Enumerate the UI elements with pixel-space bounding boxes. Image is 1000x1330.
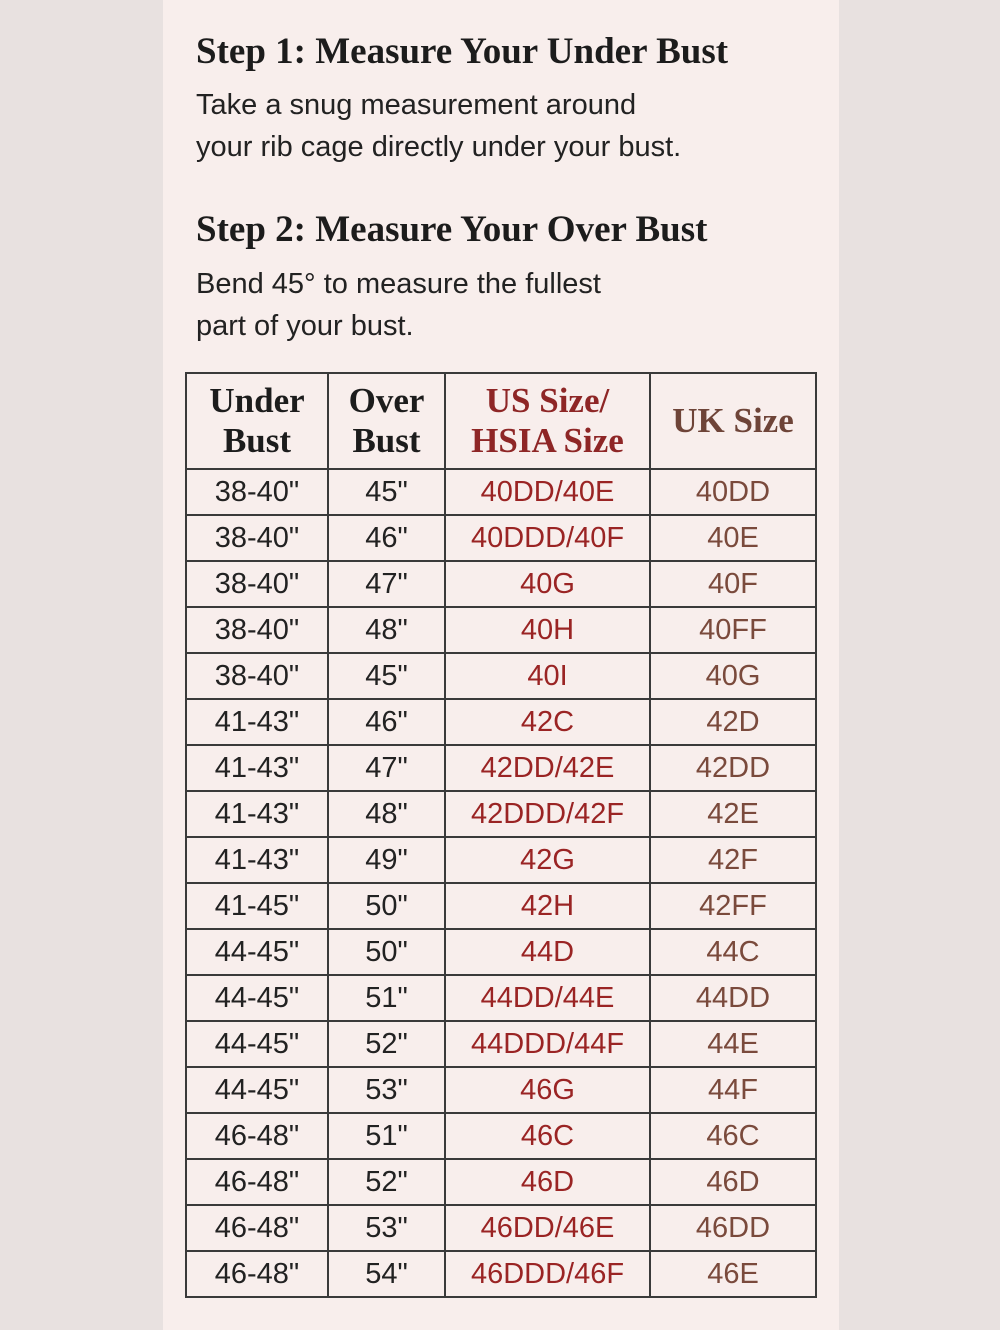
table-row	[186, 1205, 816, 1251]
header-us-line1: US Size/	[485, 381, 610, 420]
cell-over-bust: 47"	[328, 745, 445, 791]
table-row	[186, 837, 816, 883]
cell-over-bust: 53"	[328, 1205, 445, 1251]
cell-over-bust: 48"	[328, 607, 445, 653]
cell-uk-size: 40F	[650, 561, 816, 607]
cell-uk-size: 40G	[650, 653, 816, 699]
table-row	[186, 929, 816, 975]
table-row	[186, 607, 816, 653]
cell-over-bust: 52"	[328, 1159, 445, 1205]
table-row	[186, 1021, 816, 1067]
step1-title: Step 1: Measure Your Under Bust	[196, 31, 729, 72]
header-us-size	[445, 373, 650, 469]
table-row	[186, 975, 816, 1021]
header-under-line1: Under	[209, 381, 305, 420]
cell-under-bust: 41-43"	[186, 699, 328, 745]
step1-description	[196, 84, 681, 168]
cell-under-bust: 41-43"	[186, 837, 328, 883]
size-chart-table	[185, 372, 817, 1298]
cell-under-bust: 38-40"	[186, 515, 328, 561]
header-us-line2: HSIA Size	[471, 421, 624, 460]
cell-uk-size: 44F	[650, 1067, 816, 1113]
cell-us-size: 42DD/42E	[445, 745, 650, 791]
cell-under-bust: 46-48"	[186, 1113, 328, 1159]
cell-over-bust: 46"	[328, 699, 445, 745]
cell-uk-size: 42FF	[650, 883, 816, 929]
cell-under-bust: 41-43"	[186, 791, 328, 837]
cell-us-size: 46C	[445, 1113, 650, 1159]
table-row	[186, 561, 816, 607]
step2-desc-line2: part of your bust.	[196, 310, 414, 342]
step2-title: Step 2: Measure Your Over Bust	[196, 209, 708, 250]
cell-uk-size: 40DD	[650, 469, 816, 515]
table-row	[186, 1067, 816, 1113]
header-uk: UK Size	[672, 401, 794, 440]
table-body	[186, 469, 816, 1297]
table-row	[186, 1159, 816, 1205]
header-over-bust	[328, 373, 445, 469]
cell-over-bust: 51"	[328, 975, 445, 1021]
step2-desc-line1: Bend 45° to measure the fullest	[196, 268, 601, 300]
cell-us-size: 42G	[445, 837, 650, 883]
cell-over-bust: 50"	[328, 929, 445, 975]
cell-over-bust: 45"	[328, 469, 445, 515]
cell-us-size: 44DD/44E	[445, 975, 650, 1021]
table-row	[186, 469, 816, 515]
table-row	[186, 1113, 816, 1159]
cell-us-size: 44DDD/44F	[445, 1021, 650, 1067]
cell-under-bust: 44-45"	[186, 1067, 328, 1113]
table-row	[186, 1251, 816, 1297]
table-row	[186, 883, 816, 929]
table-header-row	[186, 373, 816, 469]
step1-desc-line2: your rib cage directly under your bust.	[196, 131, 682, 163]
cell-over-bust: 50"	[328, 883, 445, 929]
table-row	[186, 653, 816, 699]
cell-uk-size: 46D	[650, 1159, 816, 1205]
cell-uk-size: 40FF	[650, 607, 816, 653]
header-over-line2: Bust	[352, 421, 421, 460]
header-uk-size	[650, 373, 816, 469]
cell-over-bust: 53"	[328, 1067, 445, 1113]
cell-uk-size: 46C	[650, 1113, 816, 1159]
cell-under-bust: 41-43"	[186, 745, 328, 791]
cell-under-bust: 46-48"	[186, 1251, 328, 1297]
cell-uk-size: 46E	[650, 1251, 816, 1297]
cell-under-bust: 38-40"	[186, 469, 328, 515]
table-row	[186, 515, 816, 561]
cell-over-bust: 46"	[328, 515, 445, 561]
cell-us-size: 40G	[445, 561, 650, 607]
cell-over-bust: 48"	[328, 791, 445, 837]
step1-desc-line1: Take a snug measurement around	[196, 89, 637, 121]
cell-uk-size: 44E	[650, 1021, 816, 1067]
cell-us-size: 40H	[445, 607, 650, 653]
cell-over-bust: 47"	[328, 561, 445, 607]
cell-us-size: 42H	[445, 883, 650, 929]
cell-us-size: 40DDD/40F	[445, 515, 650, 561]
cell-under-bust: 46-48"	[186, 1159, 328, 1205]
cell-us-size: 46DDD/46F	[445, 1251, 650, 1297]
header-under-bust	[186, 373, 328, 469]
cell-us-size: 42C	[445, 699, 650, 745]
cell-uk-size: 42F	[650, 837, 816, 883]
cell-us-size: 46DD/46E	[445, 1205, 650, 1251]
cell-us-size: 46D	[445, 1159, 650, 1205]
table-row	[186, 791, 816, 837]
cell-us-size: 42DDD/42F	[445, 791, 650, 837]
cell-uk-size: 44DD	[650, 975, 816, 1021]
cell-under-bust: 41-45"	[186, 883, 328, 929]
cell-uk-size: 46DD	[650, 1205, 816, 1251]
header-over-line1: Over	[348, 381, 425, 420]
cell-over-bust: 49"	[328, 837, 445, 883]
cell-under-bust: 46-48"	[186, 1205, 328, 1251]
cell-us-size: 46G	[445, 1067, 650, 1113]
cell-over-bust: 54"	[328, 1251, 445, 1297]
cell-under-bust: 44-45"	[186, 929, 328, 975]
cell-uk-size: 42D	[650, 699, 816, 745]
cell-uk-size: 42E	[650, 791, 816, 837]
cell-us-size: 40I	[445, 653, 650, 699]
cell-us-size: 40DD/40E	[445, 469, 650, 515]
cell-over-bust: 51"	[328, 1113, 445, 1159]
step2-description	[196, 263, 601, 347]
cell-uk-size: 42DD	[650, 745, 816, 791]
cell-uk-size: 40E	[650, 515, 816, 561]
cell-over-bust: 45"	[328, 653, 445, 699]
cell-over-bust: 52"	[328, 1021, 445, 1067]
table-row	[186, 699, 816, 745]
cell-under-bust: 38-40"	[186, 607, 328, 653]
cell-under-bust: 44-45"	[186, 975, 328, 1021]
cell-us-size: 44D	[445, 929, 650, 975]
cell-under-bust: 44-45"	[186, 1021, 328, 1067]
table-row	[186, 745, 816, 791]
header-under-line2: Bust	[222, 421, 292, 460]
cell-under-bust: 38-40"	[186, 561, 328, 607]
cell-under-bust: 38-40"	[186, 653, 328, 699]
cell-uk-size: 44C	[650, 929, 816, 975]
